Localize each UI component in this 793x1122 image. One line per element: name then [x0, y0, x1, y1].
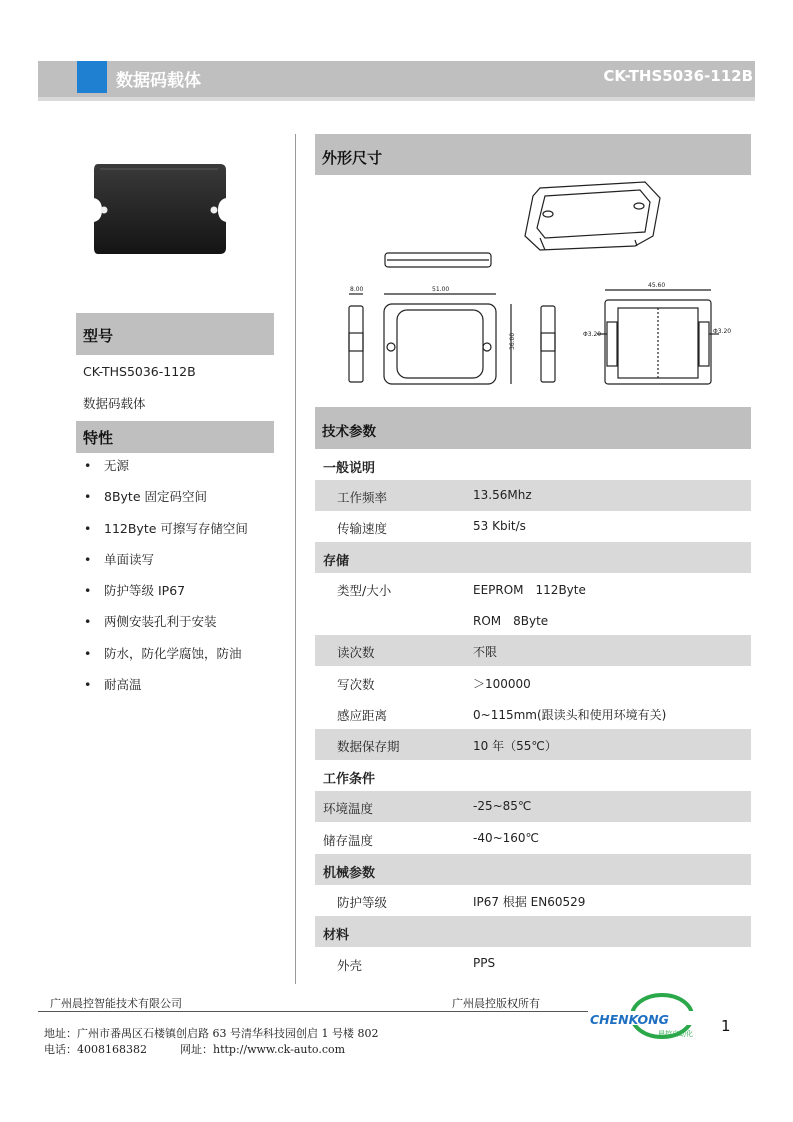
spec-row: [315, 480, 751, 511]
bullet-icon: •: [84, 677, 92, 693]
dim-side-width: 8.00: [350, 286, 364, 293]
feature-item: • 8Byte 固定码空间: [84, 489, 207, 505]
column-divider: [295, 134, 296, 984]
spec-label: 环境温度: [323, 801, 374, 816]
spec-row: [315, 791, 751, 822]
dim-front-width: 51.00: [432, 286, 450, 293]
header-title: 数据码载体: [116, 71, 201, 91]
bullet-icon: •: [84, 614, 92, 630]
spec-group-conditions: 工作条件: [323, 772, 376, 787]
spec-label: 外壳: [337, 958, 363, 973]
spec-row: [315, 948, 751, 979]
spec-label: 读次数: [337, 645, 375, 660]
spec-value: IP67 根据 EN60529: [473, 895, 586, 909]
spec-value: EEPROM 112Byte: [473, 583, 586, 597]
spec-group-general: 一般说明: [323, 461, 376, 476]
header-accent-block: [77, 61, 107, 93]
spec-row: [315, 667, 751, 698]
spec-value: PPS: [473, 956, 496, 970]
footer-company: 广州晨控智能技术有限公司: [50, 997, 182, 1010]
company-logo: [588, 990, 713, 1042]
spec-value: ROM 8Byte: [473, 614, 549, 628]
dimension-drawing: [315, 178, 751, 400]
feature-item: • 单面读写: [84, 551, 155, 567]
spec-value: 53 Kbit/s: [473, 519, 526, 533]
dim-front-height: 36.00: [509, 332, 516, 350]
feature-item: • 112Byte 可擦写存储空间: [84, 520, 248, 536]
spec-value: 0~115mm(跟读头和使用环境有关): [473, 708, 667, 722]
page-number: 1: [721, 1017, 731, 1035]
bullet-icon: •: [84, 458, 92, 473]
bullet-icon: •: [84, 583, 92, 599]
spec-row: [315, 604, 751, 635]
spec-label: 类型/大小: [337, 583, 392, 598]
spec-label: 写次数: [337, 677, 375, 692]
model-description: 数据码载体: [83, 396, 146, 411]
feature-item: • 防水，防化学腐蚀，防油: [84, 645, 242, 661]
bullet-icon: •: [84, 645, 92, 661]
dim-back-width: 45.60: [648, 282, 666, 289]
spec-label: 防护等级: [337, 895, 388, 910]
header-shadow: [38, 97, 755, 101]
specs-section-title: 技术参数: [322, 424, 376, 440]
spec-value: 不限: [473, 645, 498, 659]
features-section-title: 特性: [83, 429, 114, 447]
spec-group-storage: 存储: [315, 542, 751, 573]
iso-outline: [525, 182, 660, 250]
footer-contact: 电话：4008168382 网址：http://www.ck-auto.com: [44, 1043, 346, 1056]
feature-item: • 防护等级 IP67: [84, 583, 186, 599]
feature-item: • 无源: [84, 458, 130, 473]
spec-label: 传输速度: [337, 521, 388, 536]
footer-address: 地址：广州市番禺区石楼镇创启路 63 号清华科技园创启 1 号楼 802: [44, 1027, 379, 1040]
spec-value: -25~85℃: [473, 799, 532, 813]
spec-row: [315, 573, 751, 604]
spec-value: -40~160℃: [473, 831, 540, 845]
features-list: [84, 456, 248, 706]
logo-subtext: 晨控自动化: [658, 1030, 693, 1038]
spec-row: [315, 885, 751, 916]
bullet-icon: •: [84, 551, 92, 567]
dim-hole-right: Φ3.20: [713, 328, 732, 335]
header-model: CK-THS5036-112B: [603, 67, 753, 85]
specs-section-bar: [315, 407, 751, 449]
spec-group-mechanical: 机械参数: [315, 854, 751, 885]
dim-hole-left: Φ3.20: [583, 331, 602, 338]
spec-label: 感应距离: [337, 708, 388, 723]
model-section-title: 型号: [83, 327, 114, 345]
footer-copyright: 广州晨控版权所有: [452, 997, 540, 1010]
feature-item: • 耐高温: [84, 677, 142, 693]
spec-row: [315, 823, 751, 854]
spec-label: 数据保存期: [337, 739, 400, 754]
feature-item: • 两侧安装孔利于安装: [84, 614, 217, 630]
spec-row: [315, 511, 751, 542]
spec-group-material: 材料: [315, 916, 751, 947]
product-photo: [90, 162, 230, 256]
spec-value: ＞100000: [473, 677, 531, 691]
dimensions-section-title: 外形尺寸: [322, 149, 383, 167]
bullet-icon: •: [84, 520, 92, 536]
spec-row: [315, 635, 751, 666]
spec-label: 工作频率: [337, 490, 388, 505]
spec-row: [315, 729, 751, 760]
spec-value: 10 年（55℃）: [473, 739, 557, 753]
spec-value: 13.56Mhz: [473, 488, 532, 502]
spec-label: 储存温度: [323, 833, 374, 848]
logo-text: CHENKONG: [590, 1012, 669, 1027]
spec-row: [315, 698, 751, 729]
model-value: CK-THS5036-112B: [83, 364, 196, 379]
bullet-icon: •: [84, 489, 92, 505]
footer-divider: [38, 1011, 594, 1012]
